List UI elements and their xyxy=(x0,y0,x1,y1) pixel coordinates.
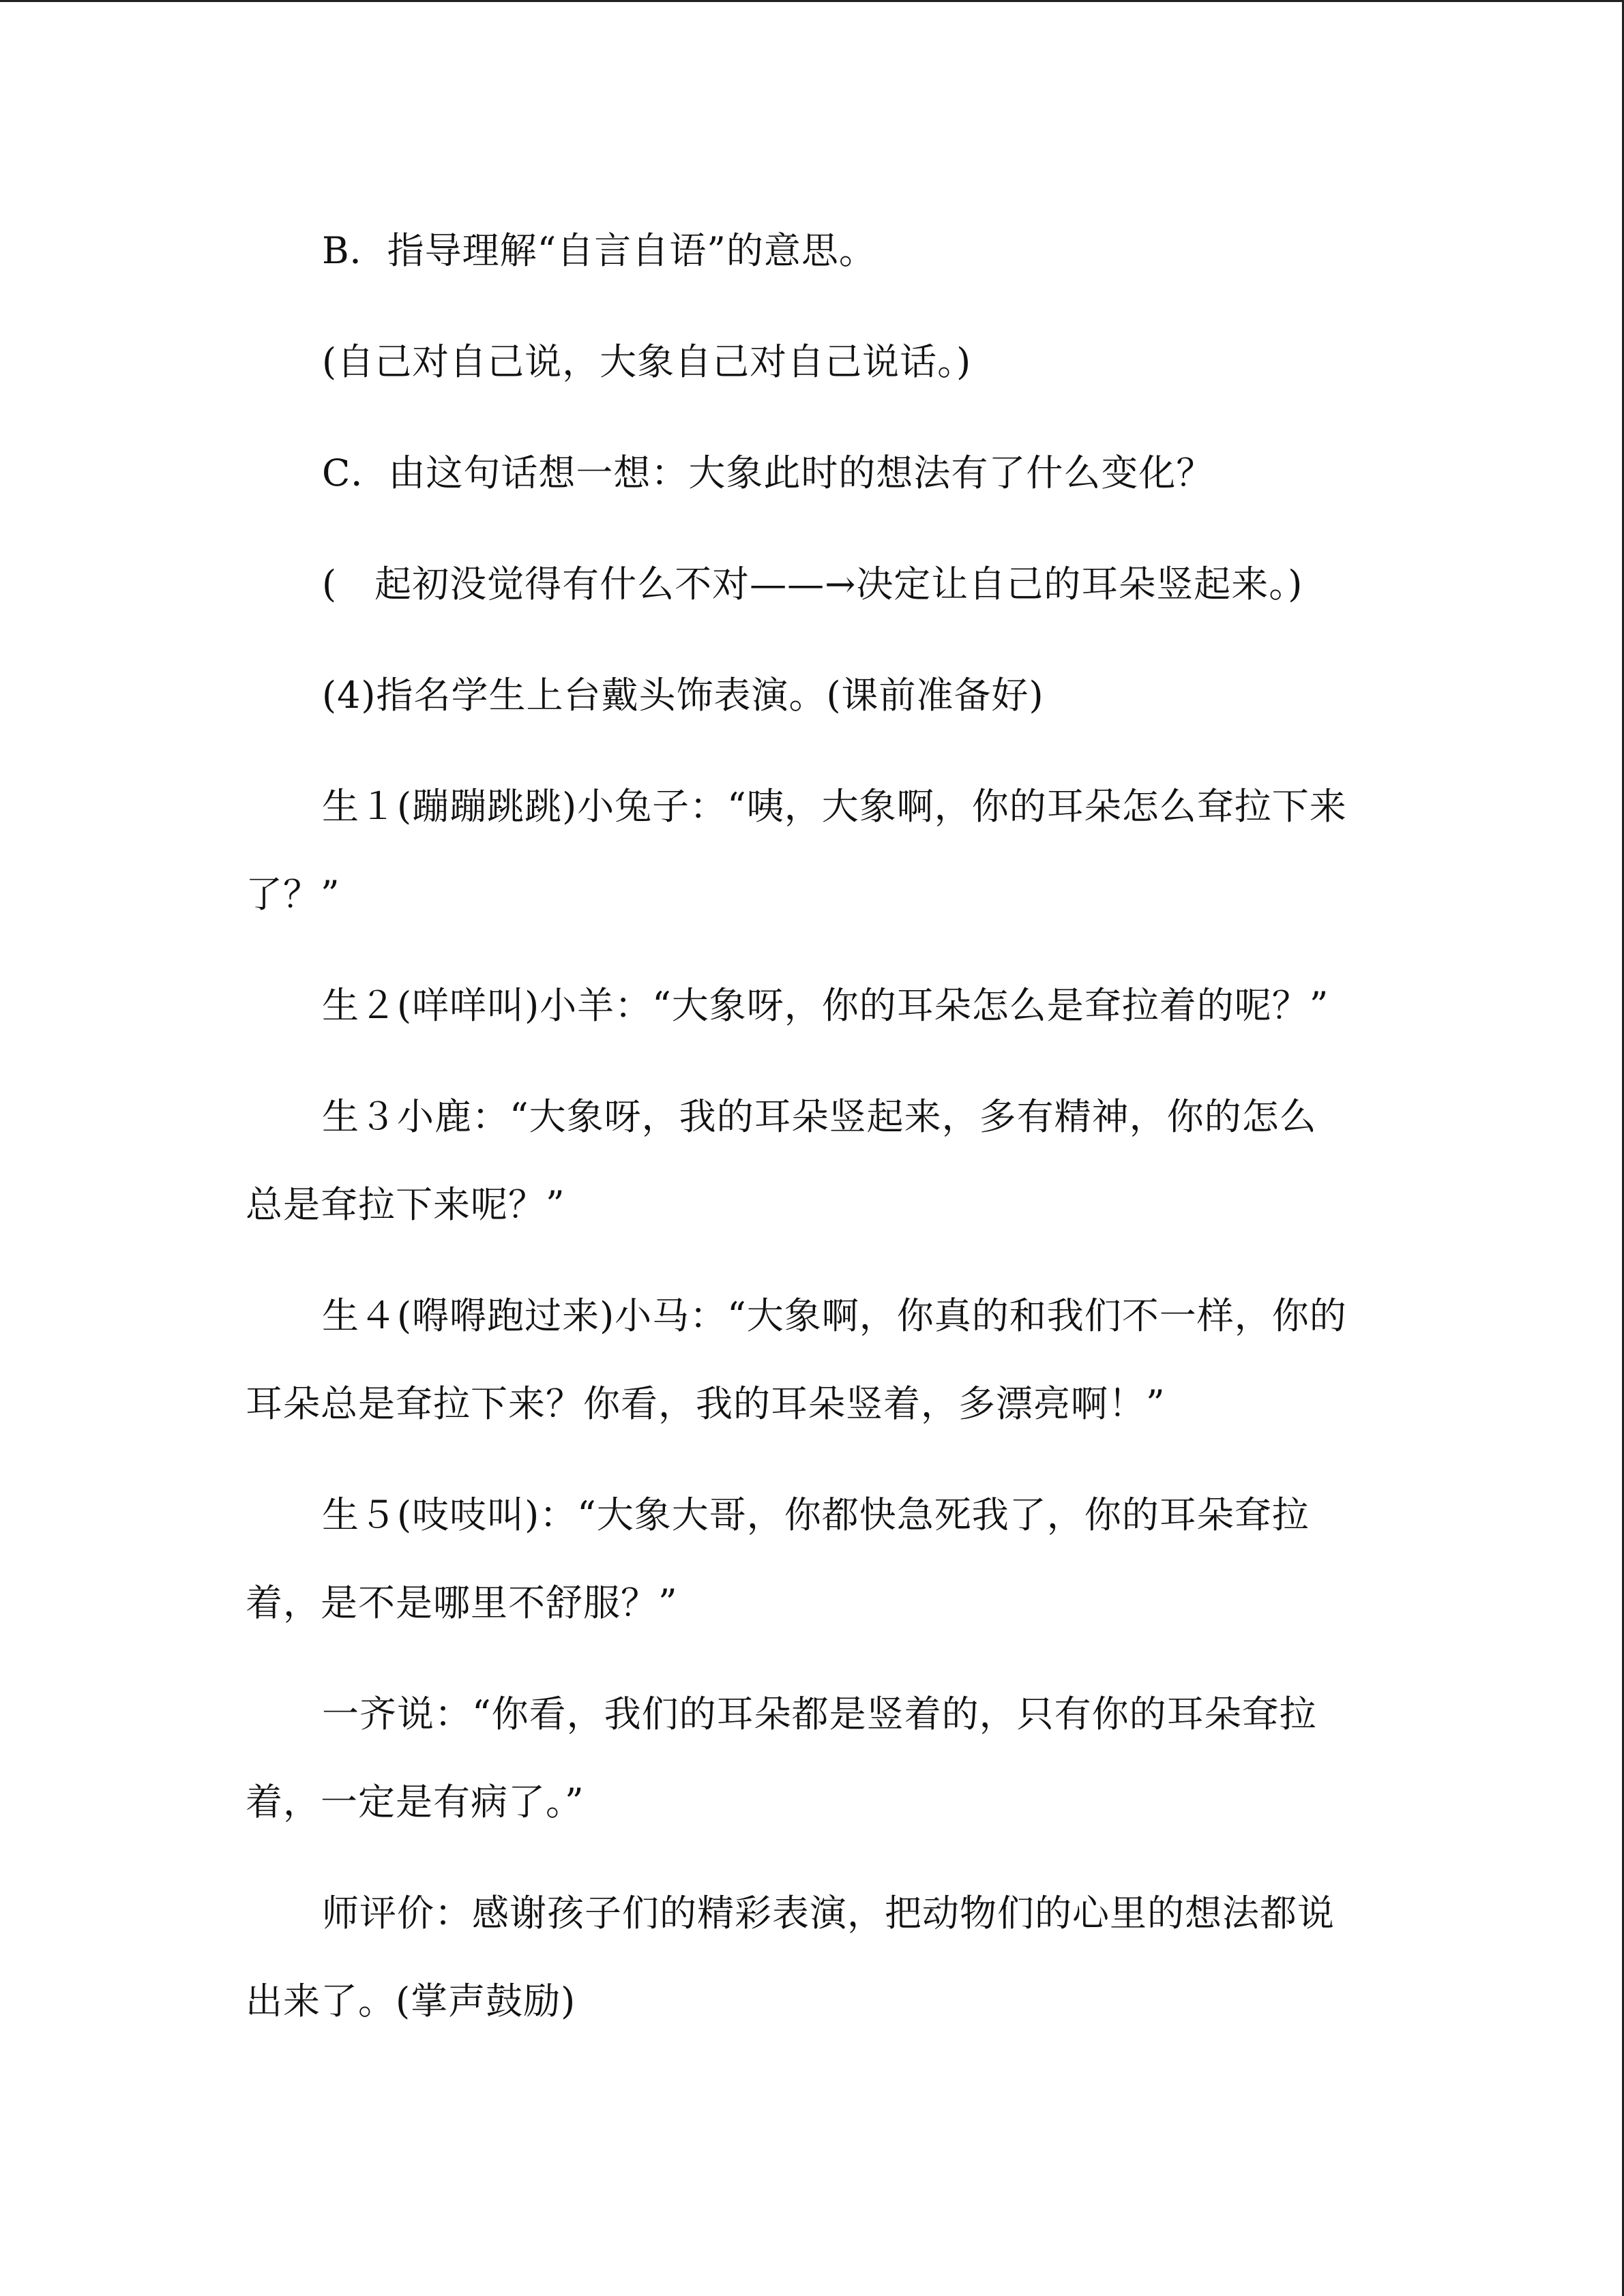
document-body xyxy=(246,207,1350,2068)
paragraph-performance-step: (4)指名学生上台戴头饰表演。(课前准备好) xyxy=(322,674,1044,717)
paragraph-student-5: 生５(吱吱叫)：“大象大哥，你都快急死我了，你的耳朵耷拉着，是不是哪里不舒服？” xyxy=(246,1493,1310,1624)
paragraph-b-answer: (自己对自己说，大象自己对自己说话。) xyxy=(322,340,972,383)
paragraph-student-1: 生１(蹦蹦跳跳)小兔子：“咦，大象啊，你的耳朵怎么耷拉下来了？” xyxy=(246,785,1347,916)
paragraph-student-2: 生２(咩咩叫)小羊：“大象呀，你的耳朵怎么是耷拉着的呢？” xyxy=(322,984,1329,1027)
paragraph-chorus: 一齐说：“你看，我们的耳朵都是竖着的，只有你的耳朵耷拉着，一定是有病了。” xyxy=(246,1693,1317,1823)
paragraph-b-instruction: B．指导理解“自言自语”的意思。 xyxy=(322,229,876,272)
paragraph-student-4: 生４(嘚嘚跑过来)小马：“大象啊，你真的和我们不一样，你的耳朵总是耷拉下来？你看，我的耳朵竖着，多漂亮啊！” xyxy=(246,1294,1347,1425)
paragraph-c-question: C．由这句话想一想：大象此时的想法有了什么变化？ xyxy=(322,451,1214,494)
paragraph-c-answer: ( 起初没觉得有什么不对——→决定让自己的耳朵竖起来。) xyxy=(322,563,1303,606)
page-top-border xyxy=(0,0,1624,2)
paragraph-student-3: 生３小鹿：“大象呀，我的耳朵竖起来，多有精神，你的怎么总是耷拉下来呢？” xyxy=(246,1095,1317,1226)
paragraph-teacher-evaluation: 师评价：感谢孩子们的精彩表演，把动物们的心里的想法都说出来了。(掌声鼓励) xyxy=(246,1892,1335,2023)
